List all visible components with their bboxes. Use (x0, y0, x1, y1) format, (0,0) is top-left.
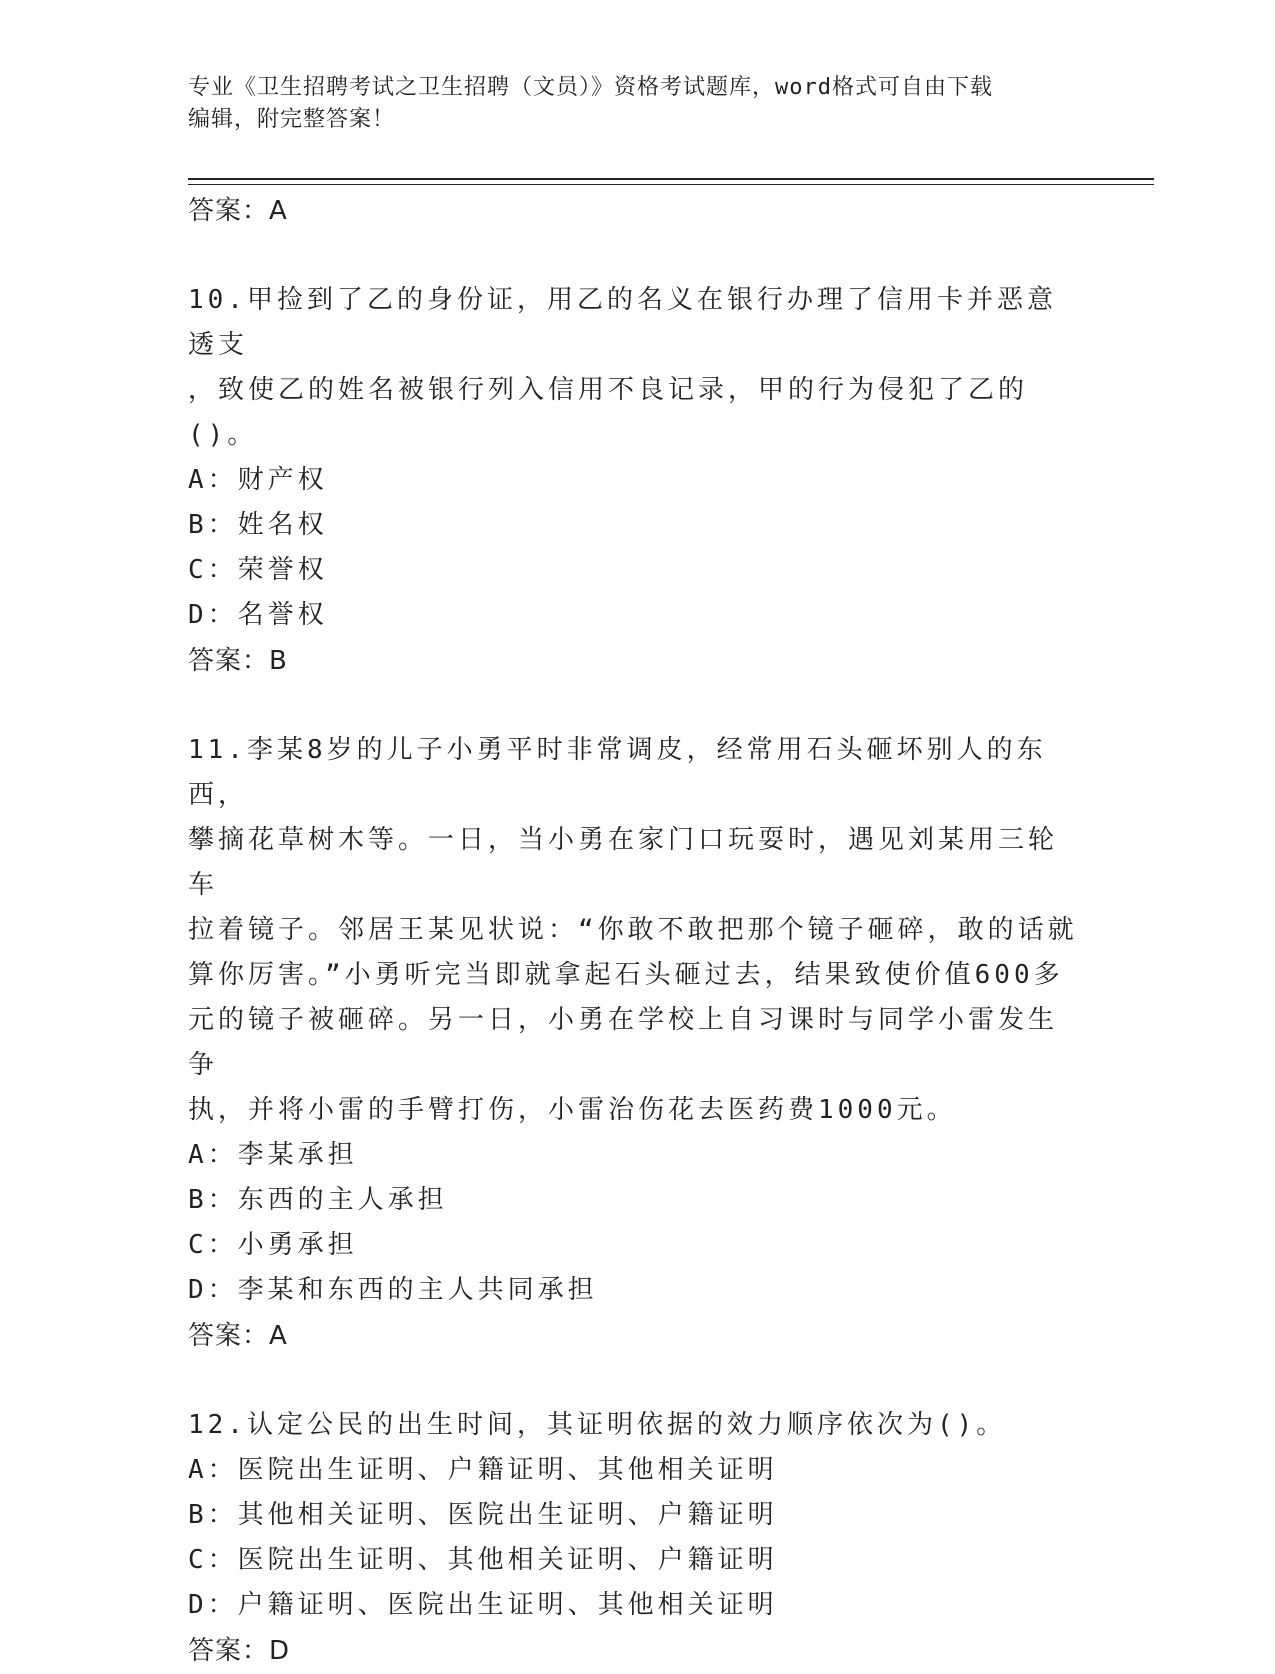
option-a: A：李某承担 (188, 1140, 358, 1170)
stem-line: ，致使乙的姓名被银行列入信用不良记录，甲的行为侵犯了乙的()。 (188, 375, 1029, 450)
stem-line: 算你厉害。”小勇听完当即就拿起石头砸过去，结果致使价值600多 (188, 960, 1064, 990)
option-c: C：医院出生证明、其他相关证明、户籍证明 (188, 1545, 778, 1575)
option-c: C：荣誉权 (188, 555, 328, 585)
question-stem (188, 278, 1078, 458)
stem-line: 攀摘花草树木等。一日，当小勇在家门口玩耍时，遇见刘某用三轮车 (188, 825, 1059, 900)
spacer (188, 234, 1088, 278)
stem-line: 12.认定公民的出生时间，其证明依据的效力顺序依次为()。 (188, 1410, 1007, 1440)
question-stem (188, 1403, 1078, 1448)
spacer (188, 1359, 1088, 1403)
stem-line: 执，并将小雷的手臂打伤，小雷治伤花去医药费1000元。 (188, 1095, 957, 1125)
stem-line: 拉着镜子。邻居王某见状说：“你敢不敢把那个镜子砸碎，敢的话就 (188, 915, 1078, 945)
answer-label: 答案：D (188, 1636, 291, 1666)
question-list (188, 188, 1088, 1674)
option-d: D：户籍证明、医院出生证明、其他相关证明 (188, 1590, 778, 1620)
option-a: A：财产权 (188, 465, 328, 495)
spacer (188, 684, 1088, 728)
header-line-1: 专业《卫生招聘考试之卫生招聘（文员）》资格考试题库，word格式可自由下载 (188, 75, 993, 100)
option-b: B：姓名权 (188, 510, 328, 540)
question-10 (188, 278, 1088, 684)
option-b: B：东西的主人承担 (188, 1185, 448, 1215)
option-c: C：小勇承担 (188, 1230, 358, 1260)
option-b: B：其他相关证明、医院出生证明、户籍证明 (188, 1500, 778, 1530)
stem-line: 10.甲捡到了乙的身份证，用乙的名义在银行办理了信用卡并恶意透支 (188, 285, 1057, 360)
previous-answer: 答案：A (188, 196, 288, 226)
option-a: A：医院出生证明、户籍证明、其他相关证明 (188, 1455, 778, 1485)
page-header (188, 72, 1068, 136)
question-12 (188, 1403, 1088, 1674)
header-rule-thin (188, 184, 1154, 185)
question-stem (188, 728, 1078, 1133)
question-11 (188, 728, 1088, 1359)
stem-line: 11.李某8岁的儿子小勇平时非常调皮，经常用石头砸坏别人的东西， (188, 735, 1047, 810)
answer-label: 答案：B (188, 646, 288, 676)
option-d: D：李某和东西的主人共同承担 (188, 1275, 598, 1305)
stem-line: 元的镜子被砸碎。另一日，小勇在学校上自习课时与同学小雷发生争 (188, 1005, 1059, 1080)
header-rule-thick (188, 178, 1154, 180)
header-line-2: 编辑，附完整答案！ (188, 107, 396, 132)
answer-label: 答案：A (188, 1321, 288, 1351)
option-d: D：名誉权 (188, 600, 328, 630)
